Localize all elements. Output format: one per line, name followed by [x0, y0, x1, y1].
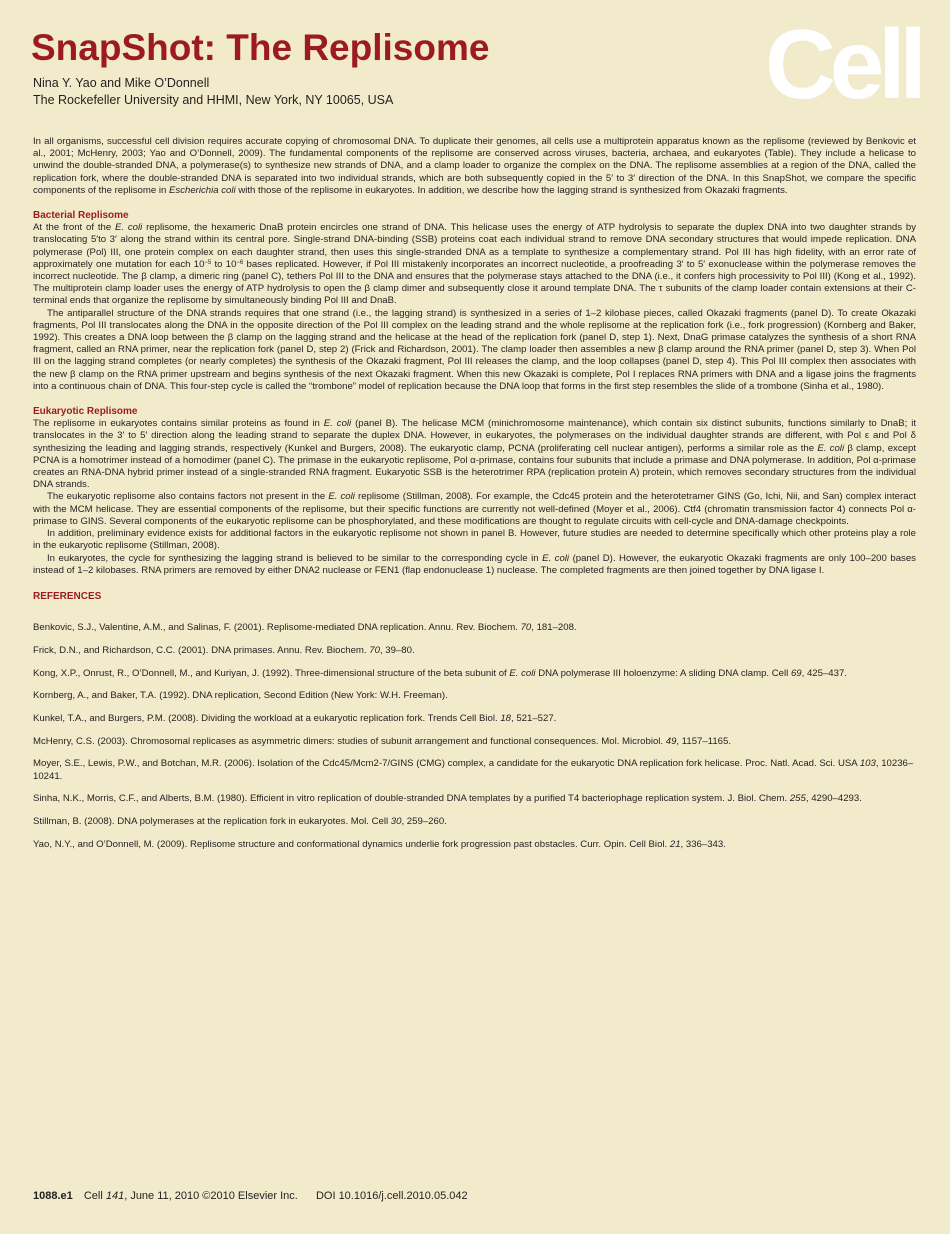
bacterial-paragraph-2: The antiparallel structure of the DNA strands requires that one strand (i.e., the lagging strand) is synthesized in a series of 1–2 kilobase pieces, called Okazaki fragments (panel D). To create Okazaki fragments, Pol III translocates along the DNA in the opposite direction of the Pol III complex on the leading strand and the whole replisome at the replication fork (i.e., fork progression) (Kornberg and Baker, 1992). This creates a DNA loop between the β clamp on the lagging strand and the helicase at the head of the replication fork (panel D, step 1). Next, DnaG primase catalyzes the synthesis of a short RNA fragment, called an RNA primer, near the replication fork (panel D, step 2) (Frick and Richardson, 2001). The clamp loader then assembles a new β clamp around the RNA primer (panel D, step 3). When Pol III on the lagging strand completes (or nearly completes) the synthesis of the Okazaki fragment, Pol III releases the clamp, and the loop collapses (panel D, step 4). This Pol III complex then associates with the new β clamp on the RNA primer upstream and begins synthesis of the next Okazaki fragment. When this new Okazaki is complete, Pol I replaces RNA primers with DNA and a ligase joins the fragments into a continuous chain of DNA. This four-step cycle is called the “trombone” model of replication because the DNA loop that forms in the first step resembles the slide of a trombone (Sinha et al., 1980). — [33, 307, 916, 392]
reference-item: Sinha, N.K., Morris, C.F., and Alberts, B.M. (1980). Efficient in vitro replication of double-stranded DNA templates by a purified T4 bacteriophage replication system. J. Biol. Chem. 255, 4290–4293. — [33, 793, 862, 805]
reference-item: Yao, N.Y., and O’Donnell, M. (2009). Replisome structure and conformational dynamics underlie fork progression past obstacles. Curr. Opin. Cell Biol. 21, 336–343. — [33, 838, 726, 850]
reference-item: Kunkel, T.A., and Burgers, P.M. (2008). Dividing the workload at a eukaryotic replication fork. Trends Cell Biol. 18, 521–527. — [33, 712, 557, 724]
reference-item: Kong, X.P., Onrust, R., O’Donnell, M., and Kuriyan, J. (1992). Three-dimensional structure of the beta subunit of E. coli DNA polymerase III holoenzyme: A sliding DNA clamp. Cell 69, 425–437. — [33, 667, 847, 679]
bacterial-paragraph-1: At the front of the E. coli replisome, the hexameric DnaB protein encircles one strand of DNA. This helicase uses the energy of ATP hydrolysis to separate the duplex DNA into two daughter strands by translocating 5′to 3′ along the strand within its central pore. Single-strand DNA-binding (SSB) proteins coat each individual strand to remove DNA secondary structures that would impede replication. DNA polymerase (Pol) III, one protein complex on each daughter strand, then uses this single-stranded DNA as a template to synthesize a complementary strand. Pol III has high fidelity, with an error rate of approximately one mutation for each $10^{-5}$ to $10^{-6}$ bases replicated. However, if Pol III mistakenly incorporates an incorrect nucleotide, a proofreading 3′ to 5′ exonuclease within the polymerase removes the incorrect nucleotide. The β clamp, a dimeric ring (panel C), tethers Pol III to the DNA and ensures that the polymerase stays attached to the DNA (i.e., it confers high processivity to Pol III) (Kong et al., 1992). The multiprotein clamp loader uses the energy of ATP hydrolysis to open the β clamp dimer and subsequently close it around template DNA. The τ subunits of the clamp loader contain extensions at their C-terminal ends that organize the replisome by simultaneously binding Pol III and DnaB. — [33, 222, 917, 307]
article-body — [33, 136, 916, 861]
reference-item: Benkovic, S.J., Valentine, A.M., and Salinas, F. (2001). Replisome-mediated DNA replication. Annu. Rev. Biochem. 70, 181–208. — [33, 622, 577, 634]
reference-item: Frick, D.N., and Richardson, C.C. (2001). DNA primases. Annu. Rev. Biochem. 70, 39–80. — [33, 644, 415, 656]
page-title: SnapShot: The Replisome — [31, 27, 490, 68]
eukaryotic-paragraph-3: In addition, preliminary evidence exists for additional factors in the eukaryotic replisome not shown in panel B. However, future studies are needed to determine specifically which other proteins play a role in the eukaryotic replisome (Stillman, 2008). — [33, 528, 916, 552]
authors: Nina Y. Yao and Mike O’Donnell — [33, 76, 210, 90]
eukaryotic-paragraph-1: The replisome in eukaryotes contains similar proteins as found in E. coli (panel B). The helicase MCM (minichromosome maintenance), which contain six distinct subunits, functions similarly to DnaB; it translocates in the 3′ to 5′ direction along the leading strand to separate the duplex DNA. However, in eukaryotes, the polymerases on the individual daughter strands are different, with Pol ε and Pol δ synthesizing the leading and lagging strands, respectively (Kunkel and Burgers, 2008). The eukaryotic clamp, PCNA (proliferating cell nuclear antigen), performs a similar role as the E. coli β clamp, except PCNA is a homotrimer instead of a homodimer (panel C). The primase in the eukaryotic replisome, Pol α-primase, contains four subunits that include a primase and DNA polymerase. In addition, Pol α-primase creates an RNA-DNA hybrid primer instead of a single-stranded RNA fragment. Eukaryotic SSB is the heterotrimer RPA (replication protein A) protein, which removes secondary structures from the individual DNA strands. — [33, 418, 916, 491]
page-number: 1088.e1 — [33, 1190, 73, 1202]
intro-paragraph: In all organisms, successful cell division requires accurate copying of chromosomal DNA. To duplicate their genomes, all cells use a multiprotein apparatus known as the replisome (reviewed by Benkovic et al., 2001; McHenry, 2003; Yao and O’Donnell, 2009). The fundamental components of the replisome are conserved across viruses, bacteria, archaea, and eukaryotes (Table). They include a helicase to unwind the double-stranded DNA, a polymerase(s) to synthesize new strands of DNA, and a clamp loader to organize the complex on the DNA. The replisome assemblies at a region of the DNA, called the replication fork, where the double-stranded DNA is separated into two individual strands, which are both subsequently copied in the 5′ to 3′ direction of the DNA. In this SnapShot, we compare the specific components of the replisome in Escherichia coli with those of the replisome in eukaryotes. In addition, we describe how the lagging strand is synthesized from Okazaki fragments. — [33, 136, 916, 196]
reference-list — [33, 622, 916, 851]
affiliation: The Rockefeller University and HHMI, New York, NY 10065, USA — [33, 93, 394, 107]
reference-item: Stillman, B. (2008). DNA polymerases at the replication fork in eukaryotes. Mol. Cell 30, 259–260. — [33, 815, 447, 827]
eukaryotic-paragraph-2: The eukaryotic replisome also contains factors not present in the E. coli replisome (Stillman, 2008). For example, the Cdc45 protein and the heterotetramer GINS (Go, Ichi, Nii, and San) complex interact with the MCM helicase. They are essential components of the replisome, but their specific functions are currently not well-defined (Moyer et al., 2006). Ctf4 (chromatin transmission factor 4) connects Pol α-primase to GINS. Several components of the eukaryotic replisome can be phosphorylated, and these modifications are thought to regulate circuits with cell-cycle and DNA-damage checkpoints. — [33, 491, 916, 527]
cell-logo: Cell — [765, 9, 921, 119]
references-heading: REFERENCES — [33, 590, 102, 602]
reference-item: Kornberg, A., and Baker, T.A. (1992). DNA replication, Second Edition (New York: W.H. Freeman). — [33, 690, 448, 702]
eukaryotic-paragraph-4: In eukaryotes, the cycle for synthesizing the lagging strand is believed to be similar to the corresponding cycle in E. coli (panel D). However, the eukaryotic Okazaki fragments are only 100–200 bases instead of 1–2 kilobases. RNA primers are removed by either DNA2 nuclease or FEN1 (flap endonuclease 1) nuclease. The completed fragments are then joined together by DNA ligase I. — [33, 552, 916, 576]
page-footer — [33, 1190, 468, 1202]
eukaryotic-heading: Eukaryotic Replisome — [33, 406, 138, 418]
doi: DOI 10.1016/j.cell.2010.05.042 — [315, 1190, 468, 1202]
reference-item: Moyer, S.E., Lewis, P.W., and Botchan, M.R. (2006). Isolation of the Cdc45/Mcm2-7/GINS (CMG) complex, a candidate for the eukaryotic DNA replication fork helicase. Proc. Natl. Acad. Sci. USA 103, 10236–10241. — [33, 758, 914, 782]
reference-item: McHenry, C.S. (2003). Chromosomal replicases as asymmetric dimers: studies of subunit arrangement and functional consequences. Mol. Microbiol. 49, 1157–1165. — [33, 735, 732, 747]
journal-citation: Cell 141, June 11, 2010 ©2010 Elsevier Inc. — [83, 1190, 298, 1202]
author-block — [33, 75, 393, 109]
bacterial-heading: Bacterial Replisome — [33, 210, 129, 222]
